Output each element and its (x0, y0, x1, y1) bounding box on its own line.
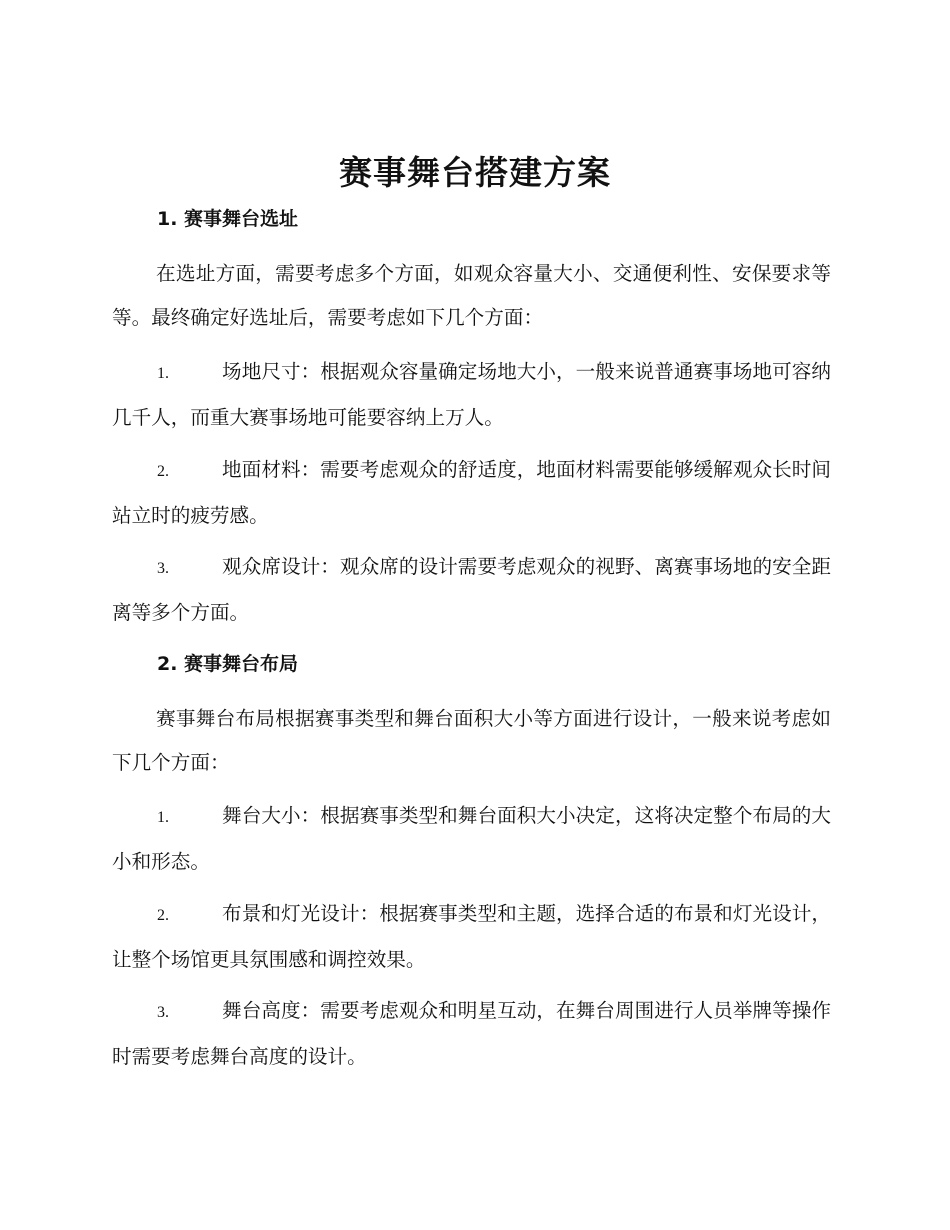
list-item-number: 2. (157, 907, 169, 924)
list-item (112, 350, 831, 440)
list-item-text: 地面材料：需要考虑观众的舒适度，地面材料需要能够缓解观众长时间站立时的疲劳感。 (112, 458, 831, 527)
section-heading-site-selection: 1. 赛事舞台选址 (157, 208, 299, 230)
section-intro-paragraph: 在选址方面，需要考虑多个方面，如观众容量大小、交通便利性、安保要求等等。最终确定好选址后，需要考虑如下几个方面： (112, 262, 831, 329)
list-item (112, 892, 831, 982)
section-intro-paragraph: 赛事舞台布局根据赛事类型和舞台面积大小等方面进行设计，一般来说考虑如下几个方面： (112, 707, 831, 774)
list-item-text: 布景和灯光设计：根据赛事类型和主题，选择合适的布景和灯光设计，让整个场馆更具氛围感和调控效果。 (112, 902, 831, 971)
list-item (112, 545, 831, 635)
list-item (112, 448, 831, 538)
document-title: 赛事舞台搭建方案 (339, 153, 611, 192)
section-heading-stage-layout: 2. 赛事舞台布局 (157, 653, 299, 675)
list-item-number: 1. (157, 809, 169, 826)
list-item (112, 989, 831, 1079)
list-item-text: 观众席设计：观众席的设计需要考虑观众的视野、离赛事场地的安全距离等多个方面。 (112, 555, 831, 624)
list-item-number: 1. (157, 365, 169, 382)
list-item-text: 场地尺寸：根据观众容量确定场地大小，一般来说普通赛事场地可容纳几千人，而重大赛事场地可能要容纳上万人。 (112, 360, 831, 429)
list-item (112, 794, 831, 884)
list-item-text: 舞台大小：根据赛事类型和舞台面积大小决定，这将决定整个布局的大小和形态。 (112, 804, 831, 873)
list-item-number: 3. (157, 1004, 169, 1021)
list-item-number: 2. (157, 463, 169, 480)
list-item-text: 舞台高度：需要考虑观众和明星互动，在舞台周围进行人员举牌等操作时需要考虑舞台高度的设计。 (112, 999, 831, 1068)
list-item-number: 3. (157, 560, 169, 577)
